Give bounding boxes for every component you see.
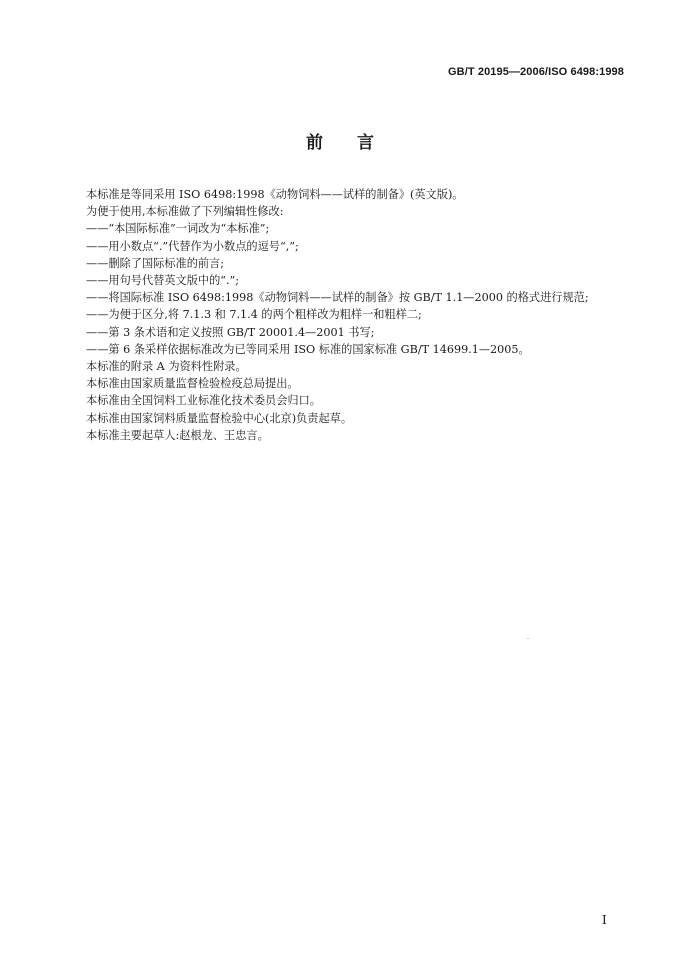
modification-item: ——第 6 条采样依据标准改为已等同采用 ISO 标准的国家标准 GB/T 14699.1—2005。: [86, 342, 530, 356]
foreword-paragraph: 本标准的附录 A 为资料性附录。: [86, 360, 247, 374]
page-title: 前言: [306, 133, 408, 153]
foreword-paragraph: 本标准由全国饲料工业标准化技术委员会归口。: [86, 394, 321, 408]
standard-code-header: GB/T 20195—2006/ISO 6498:1998: [448, 66, 624, 78]
foreword-paragraph: 本标准由国家质量监督检验检疫总局提出。: [86, 377, 299, 391]
modification-item: ——用句号代替英文版中的“.”;: [86, 274, 240, 288]
modification-item: ——用小数点“.”代替作为小数点的逗号“,”;: [86, 239, 299, 253]
foreword-paragraph: 为便于使用,本标准做了下列编辑性修改:: [86, 205, 284, 219]
modification-item: ——将国际标准 ISO 6498:1998《动物饲料——试样的制备》按 GB/T 1.1—2000 的格式进行规范;: [86, 291, 589, 305]
modification-item: ——删除了国际标准的前言;: [86, 256, 225, 270]
foreword-paragraph: 本标准是等同采用 ISO 6498:1998《动物饲料——试样的制备》(英文版)。: [86, 188, 464, 201]
foreword-paragraph: 本标准主要起草人:赵根龙、王忠言。: [86, 428, 269, 442]
foreword-body: [86, 186, 646, 444]
scan-speck: [527, 638, 529, 639]
modification-item: ——为便于区分,将 7.1.3 和 7.1.4 的两个粗样改为粗样一和粗样二;: [86, 308, 422, 322]
page-number: I: [602, 913, 607, 927]
foreword-paragraph: 本标准由国家饲料质量监督检验中心(北京)负责起草。: [86, 411, 353, 425]
modification-item: ——第 3 条术语和定义按照 GB/T 20001.4—2001 书写;: [86, 325, 375, 339]
modification-item: ——“本国际标准”一词改为“本标准”;: [86, 222, 270, 236]
